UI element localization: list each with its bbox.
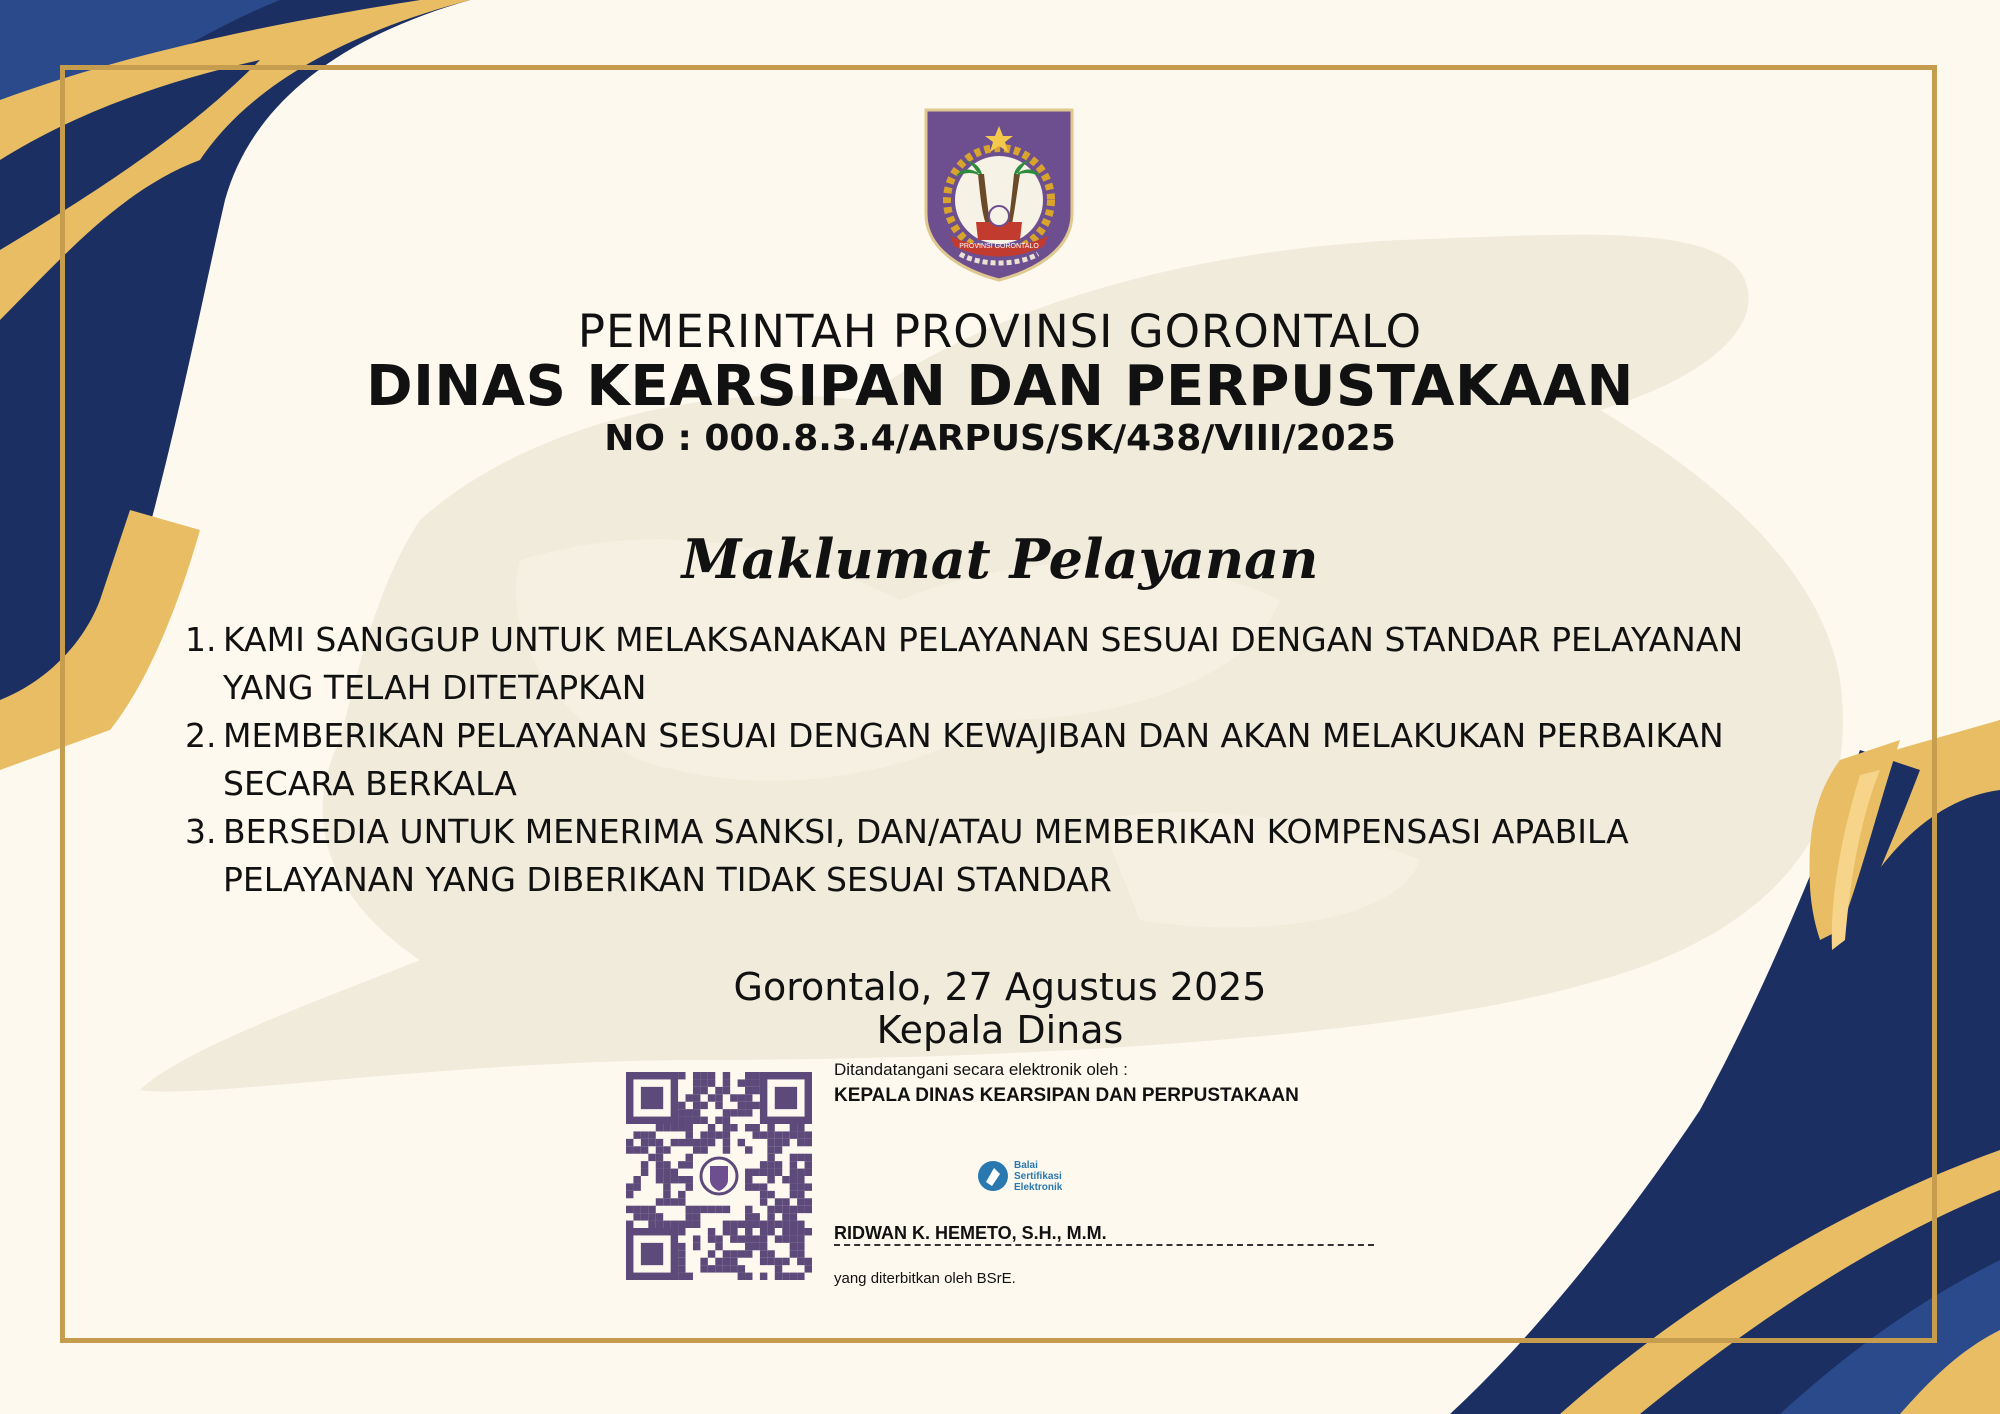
- bsre-logo: [976, 1158, 1086, 1198]
- bsre-logo-text: Balai: [1014, 1160, 1038, 1171]
- gorontalo-emblem: [920, 104, 1078, 282]
- government-name: PEMERINTAH PROVINSI GORONTALO: [577, 305, 1423, 358]
- list-item-text: PELAYANAN YANG DIBERIKAN TIDAK SESUAI STANDAR: [223, 860, 1112, 899]
- signer-role: Kepala Dinas: [876, 1008, 1124, 1052]
- bsre-logo-icon: [976, 1158, 1010, 1198]
- list-item: [185, 712, 1865, 808]
- list-item-number: 3.: [185, 812, 217, 851]
- commitment-list: [185, 616, 1865, 904]
- list-item: [185, 616, 1865, 712]
- list-item-text: YANG TELAH DITETAPKAN: [223, 668, 647, 707]
- place-date: Gorontalo, 27 Agustus 2025: [733, 965, 1267, 1009]
- document-number: NO : 000.8.3.4/ARPUS/SK/438/VIII/2025: [604, 418, 1396, 459]
- list-item-text: KAMI SANGGUP UNTUK MELAKSANAKAN PELAYANAN SESUAI DENGAN STANDAR PELAYANAN: [223, 620, 1744, 659]
- document-title: Maklumat Pelayanan: [681, 527, 1319, 591]
- signer-name: RIDWAN K. HEMETO, S.H., M.M.: [834, 1223, 1107, 1243]
- bsre-logo-text: Elektronik: [1014, 1182, 1063, 1193]
- issuer-text: yang diterbitkan oleh BSrE.: [834, 1270, 1016, 1287]
- qr-code-icon: [626, 1072, 812, 1280]
- bsre-logo-text: Sertifikasi: [1014, 1171, 1062, 1182]
- list-item-number: 1.: [185, 620, 217, 659]
- signed-by-label: Ditandatangani secara elektronik oleh :: [834, 1060, 1128, 1079]
- emblem-banner-text: PROVINSI GORONTALO: [959, 243, 1039, 250]
- department-name: DINAS KEARSIPAN DAN PERPUSTAKAAN: [366, 354, 1634, 419]
- list-item-text: BERSEDIA UNTUK MENERIMA SANKSI, DAN/ATAU MEMBERIKAN KOMPENSASI APABILA: [223, 812, 1629, 851]
- list-item-number: 2.: [185, 716, 217, 755]
- signed-by-title: KEPALA DINAS KEARSIPAN DAN PERPUSTAKAAN: [834, 1085, 1299, 1106]
- list-item-text: SECARA BERKALA: [223, 764, 517, 803]
- list-item: [185, 808, 1865, 904]
- list-item-text: MEMBERIKAN PELAYANAN SESUAI DENGAN KEWAJIBAN DAN AKAN MELAKUKAN PERBAIKAN: [223, 716, 1724, 755]
- signature-divider: [834, 1244, 1374, 1246]
